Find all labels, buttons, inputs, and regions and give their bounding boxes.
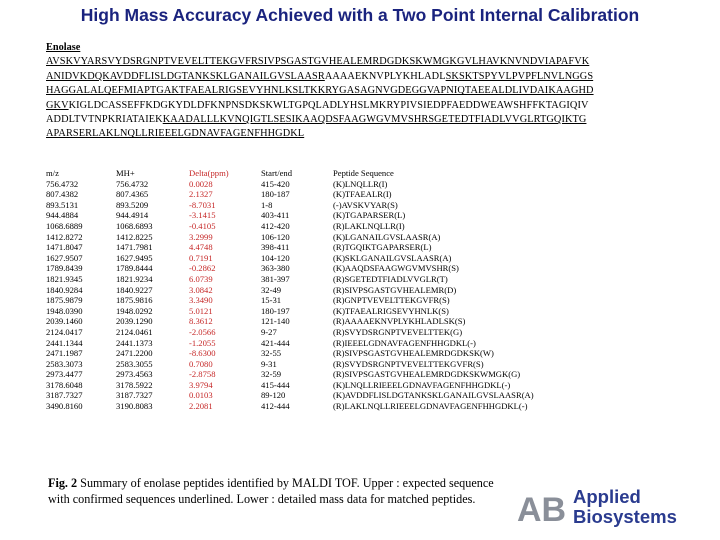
cell-peptide: (R)IEEELGDNAVFAGENFHHGDKL(-) [333,337,476,348]
cell-mz: 756.4732 [46,178,79,189]
table-row [46,263,606,274]
cell-mh: 756.4732 [116,178,149,189]
logo-wordmark [573,487,677,527]
table-row [46,253,606,264]
cell-delta: -2.8758 [189,369,216,380]
cell-mz: 2583.3073 [46,358,83,369]
sequence-line [46,127,710,141]
table-row [46,369,606,380]
cell-start-end: 398-411 [261,242,290,253]
table-row [46,348,606,359]
cell-mh: 1821.9234 [116,273,153,284]
confirmed-segment: HAGGALALQEFMIAPTGAKTFAEALRIGSEVYHNLKSLTKKRYGASAGNVGDEGGVAPNIQTAEEALDLIVDAIKAAGHD [46,85,594,97]
cell-start-end: 1-8 [261,199,273,210]
cell-mz: 3490.8160 [46,401,83,412]
cell-delta: -0.2862 [189,263,216,274]
cell-start-end: 89-120 [261,390,286,401]
table-row [46,200,606,211]
cell-mh: 893.5209 [116,199,149,210]
cell-start-end: 104-120 [261,252,290,263]
cell-peptide: (K)LGANAILGVSLAASR(A) [333,231,441,242]
cell-delta: 2.2081 [189,401,213,412]
table-row [46,306,606,317]
cell-mh: 1789.8444 [116,263,153,274]
sequence-lines [46,55,710,141]
page-title: High Mass Accuracy Achieved with a Two Point Internal Calibration [80,5,640,25]
cell-mh: 807.4365 [116,189,149,200]
table-row [46,274,606,285]
table-row [46,285,606,296]
cell-mh: 2124.0461 [116,326,153,337]
cell-mz: 1948.0390 [46,305,83,316]
cell-mz: 1471.8047 [46,242,83,253]
cell-delta: 8.3612 [189,316,213,327]
cell-delta: 6.0739 [189,273,213,284]
cell-mz: 2124.0417 [46,326,83,337]
sequence-heading: Enolase [46,42,81,53]
cell-peptide: (K)TGAPARSER(L) [333,210,406,221]
cell-delta: 0.7191 [189,252,213,263]
cell-start-end: 32-55 [261,348,282,359]
sequence-line [46,99,710,113]
cell-mh: 1875.9816 [116,295,153,306]
figure-caption [48,475,508,507]
cell-start-end: 381-397 [261,273,290,284]
table-row [46,316,606,327]
cell-peptide: (K)AVDDFLISLDGTANKSKLGANAILGVSLAASR(A) [333,390,534,401]
cell-start-end: 9-27 [261,326,277,337]
applied-biosystems-logo [515,487,715,533]
cell-delta: 3.2999 [189,231,213,242]
cell-mh: 1412.8225 [116,231,153,242]
cell-mz: 893.5131 [46,199,79,210]
header-mh: MH+ [116,168,135,178]
cell-peptide: (K)LNQLLRIEEELGDNAVFAGENFHHGDKL(-) [333,379,511,390]
cell-mz: 2441.1344 [46,337,83,348]
cell-mh: 2583.3055 [116,358,153,369]
cell-start-end: 403-411 [261,210,290,221]
cell-start-end: 412-444 [261,401,290,412]
cell-delta: 3.3490 [189,295,213,306]
table-row [46,232,606,243]
cell-mh: 2039.1290 [116,316,153,327]
cell-mh: 3190.8083 [116,401,153,412]
cell-peptide: (R)LAKLNQLLRIEEELGDNAVFAGENFHHGDKL(-) [333,401,528,412]
cell-delta: 0.7080 [189,358,213,369]
cell-delta: 3.9794 [189,379,213,390]
table-row [46,295,606,306]
cell-mh: 3178.5922 [116,379,153,390]
table-row [46,338,606,349]
cell-mz: 2471.1987 [46,348,83,359]
table-row [46,221,606,232]
table-row [46,390,606,401]
header-start-end: Start/end [261,168,293,178]
ab-logo-mark-icon [515,489,569,529]
cell-mz: 1821.9345 [46,273,83,284]
cell-peptide: (K)TFAEALRIGSEVYHNLK(S) [333,305,449,316]
cell-delta: 0.0028 [189,178,213,189]
cell-peptide: (R)SVYDSRGNPTVEVELTTEKGVFR(S) [333,358,484,369]
table-row [46,359,606,370]
cell-mh: 1471.7981 [116,242,153,253]
table-row [46,179,606,190]
cell-peptide: (R)GNPTVEVELTTEKGVFR(S) [333,295,450,306]
sequence-line [46,84,710,98]
table-row [46,242,606,253]
cell-peptide: (R)SGETEDTFIADLVVGLR(T) [333,273,448,284]
cell-mh: 2441.1373 [116,337,153,348]
cell-peptide: (R)TGQIKTGAPARSER(L) [333,242,432,253]
cell-delta: 0.0103 [189,390,213,401]
cell-peptide: (K)LNQLLR(I) [333,178,388,189]
cell-start-end: 32-49 [261,284,282,295]
cell-peptide: (K)TFAEALR(I) [333,189,392,200]
cell-peptide: (K)AAQDSFAAGWGVMVSHR(S) [333,263,459,274]
cell-start-end: 15-31 [261,295,282,306]
cell-peptide: (R)SIVPSGASTGVHEALEMR(D) [333,284,457,295]
cell-delta: -0.4105 [189,220,216,231]
cell-mz: 3178.6048 [46,379,83,390]
cell-start-end: 363-380 [261,263,290,274]
cell-peptide: (K)SKLGANAILGVSLAASR(A) [333,252,452,263]
cell-delta: 3.0842 [189,284,213,295]
cell-mz: 807.4382 [46,189,79,200]
table-body [46,179,606,412]
cell-mh: 944.4914 [116,210,149,221]
cell-start-end: 106-120 [261,231,290,242]
cell-delta: 2.1327 [189,189,213,200]
unconfirmed-segment: AAAAEKNVPLYKHLADL [324,70,446,82]
sequence-line [46,70,710,84]
confirmed-segment: APARSERLAKLNQLLRIEEELGDNAVFAGENFHHGDKL [46,128,305,140]
cell-mh: 3187.7327 [116,390,153,401]
sequence-block [46,41,710,142]
cell-peptide: (R)SVYDSRGNPTVEVELTTEK(G) [333,326,463,337]
confirmed-segment: GKV [46,99,69,111]
cell-start-end: 121-140 [261,316,290,327]
cell-delta: -3.1415 [189,210,216,221]
header-delta: Delta(ppm) [189,168,229,178]
cell-peptide: (R)LAKLNQLLR(I) [333,220,405,231]
cell-mz: 2973.4477 [46,369,83,380]
cell-mz: 1875.9879 [46,295,83,306]
cell-start-end: 421-444 [261,337,290,348]
cell-peptide: (-)AVSKVYAR(S) [333,199,398,210]
cell-mz: 1840.9284 [46,284,83,295]
cell-mz: 2039.1460 [46,316,83,327]
cell-start-end: 180-197 [261,305,290,316]
cell-mh: 2471.2200 [116,348,153,359]
unconfirmed-segment: KIGLDCASSEFFKDGKYDLDFKNPNSDKSKWLTGPQLADLYHSLMKRYPIVSIEDPFAEDDWEAWSHFFKTAGIQIV [68,99,589,111]
cell-start-end: 415-444 [261,379,290,390]
cell-delta: 5.0121 [189,305,213,316]
figure-label: Fig. 2 [48,476,78,490]
table-row [46,401,606,412]
cell-mz: 1627.9507 [46,252,83,263]
cell-mh: 1840.9227 [116,284,153,295]
logo-line-2: Biosystems [573,506,677,527]
logo-mark-text: AB [517,491,567,529]
cell-mz: 1789.8439 [46,263,83,274]
confirmed-segment: ANIDVKDQKAVDDFLISLDGTANKSKLGANAILGVSLAASR [46,70,325,82]
cell-start-end: 9-31 [261,358,277,369]
cell-start-end: 180-187 [261,189,290,200]
cell-mz: 1068.6889 [46,220,83,231]
cell-delta: -8.7031 [189,199,216,210]
peptide-table [46,168,606,412]
confirmed-segment: KAADALLLKVNQIGTLSESIKAAQDSFAAGWGVMVSHRSGETEDTFIADLVVGLRTGQIKTG [162,114,587,126]
cell-delta: -2.0566 [189,326,216,337]
header-mz: m/z [46,168,59,178]
cell-peptide: (R)SIVPSGASTGVHEALEMRDGDKSK(W) [333,348,494,359]
sequence-line [46,55,710,69]
table-header-row [46,168,606,179]
confirmed-segment: SKSKTSPYVLPVPFLNVLNGGS [445,70,594,82]
cell-mz: 3187.7327 [46,390,83,401]
cell-start-end: 32-59 [261,369,282,380]
cell-delta: 4.4748 [189,242,213,253]
logo-line-1: Applied [573,486,641,507]
cell-delta: -8.6300 [189,348,216,359]
table-row [46,327,606,338]
cell-peptide: (R)SIVPSGASTGVHEALEMRDGDKSKWMGK(G) [333,369,521,380]
cell-mz: 944.4884 [46,210,79,221]
table-row [46,380,606,391]
table-row [46,189,606,200]
cell-mh: 1068.6893 [116,220,153,231]
cell-mh: 2973.4563 [116,369,153,380]
cell-start-end: 415-420 [261,178,290,189]
cell-peptide: (R)AAAAEKNVPLYKHLADLSK(S) [333,316,466,327]
confirmed-segment: AVSKVYARSVYDSRGNPTVEVELTTEKGVFRSIVPSGASTGVHEALEMRDGDKSKWMGKGVLHAVKNVNDVIAPAFVK [46,56,590,68]
unconfirmed-segment: ADDLTVTNPKRIATAIEK [46,114,163,126]
caption-text: Summary of enolase peptides identified by MALDI TOF. Upper : expected sequence with confirmed sequences underlined. Lower : detailed mass data for matched peptides. [48,476,494,506]
cell-mh: 1948.0292 [116,305,153,316]
table-row [46,210,606,221]
cell-mz: 1412.8272 [46,231,83,242]
sequence-line [46,113,710,127]
header-peptide: Peptide Sequence [333,168,394,178]
cell-delta: -1.2055 [189,337,216,348]
cell-mh: 1627.9495 [116,252,153,263]
cell-start-end: 412-420 [261,220,290,231]
